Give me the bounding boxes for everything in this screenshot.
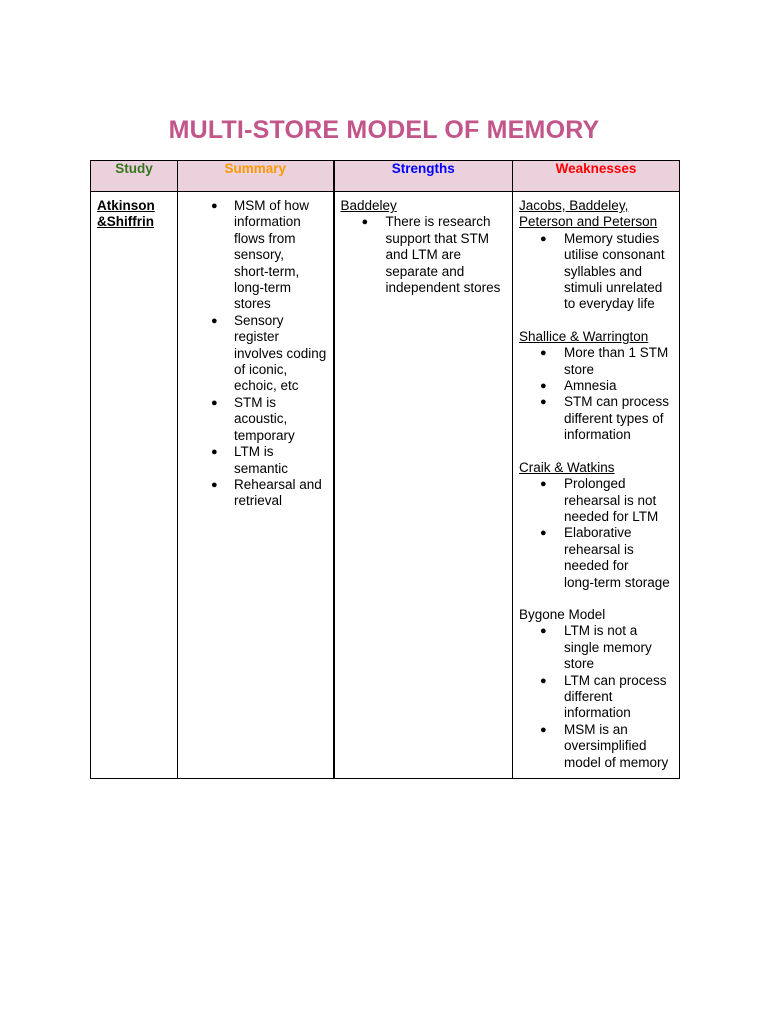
- list-item-text: store: [564, 656, 595, 672]
- bullet-icon: ●: [211, 396, 218, 409]
- list-item-text: independent stores: [385, 280, 501, 296]
- source-section: [341, 198, 508, 296]
- list-item-text: oversimplified: [564, 738, 647, 754]
- source-section: [519, 460, 674, 591]
- list-item: [341, 214, 508, 296]
- list-item-text: involves coding: [234, 345, 327, 361]
- bullet-icon: ●: [540, 347, 547, 360]
- list-item-text: needed for LTM: [564, 508, 659, 524]
- bullet-icon: ●: [211, 314, 218, 327]
- study-name-line: &Shiffrin: [97, 214, 154, 230]
- list-item-text: short-term,: [234, 263, 300, 279]
- source-title: [519, 198, 674, 231]
- memory-table: [90, 160, 680, 779]
- list-item-text: long-term: [234, 280, 292, 296]
- table-row: [91, 192, 680, 779]
- list-item-text: There is research: [385, 214, 491, 230]
- bullet-list: [519, 476, 674, 591]
- list-item-text: More than 1 STM: [564, 345, 669, 361]
- list-item: [519, 525, 674, 591]
- list-item-text: and LTM are: [385, 247, 462, 263]
- list-item: [519, 722, 674, 771]
- source-title-line: Peterson and Peterson: [519, 214, 658, 230]
- list-item-text: MSM is an: [564, 721, 628, 737]
- list-item-text: different types of: [564, 410, 664, 426]
- study-name-line: Atkinson: [97, 198, 155, 213]
- bullet-icon: ●: [540, 380, 547, 393]
- list-item: [184, 395, 328, 444]
- list-item: [184, 444, 328, 477]
- list-item: [184, 313, 328, 395]
- list-item-text: support that STM: [385, 230, 490, 246]
- list-item-text: information: [564, 427, 631, 443]
- source-title: [519, 329, 674, 345]
- header-row: [91, 161, 680, 192]
- list-item-text: sensory,: [234, 247, 285, 263]
- source-title-line: Bygone Model: [519, 606, 606, 622]
- list-item-text: Amnesia: [564, 378, 617, 394]
- list-item-text: to everyday life: [564, 296, 655, 312]
- list-item-text: Elaborative: [564, 525, 632, 541]
- header-weaknesses: Weaknesses: [513, 161, 680, 192]
- list-item-text: Rehearsal and: [234, 476, 322, 492]
- bullet-icon: ●: [361, 216, 369, 229]
- list-item-text: stimuli unrelated: [564, 280, 663, 296]
- bullet-icon: ●: [211, 200, 218, 212]
- list-item-text: rehearsal is: [564, 541, 634, 557]
- bullet-icon: ●: [211, 446, 218, 459]
- page-title: MULTI-STORE MODEL OF MEMORY: [168, 116, 600, 144]
- bullet-icon: ●: [540, 674, 547, 687]
- list-item-text: needed for: [564, 558, 629, 574]
- source-title-line: Baddeley: [340, 198, 397, 213]
- list-item-text: retrieval: [234, 493, 283, 509]
- bullet-list: [519, 623, 674, 771]
- source-section: [519, 329, 674, 444]
- bullet-list: [519, 345, 674, 443]
- list-item-text: information: [234, 214, 301, 230]
- header-strengths: Strengths: [334, 161, 513, 192]
- bullet-icon: ●: [540, 723, 547, 736]
- list-item-text: register: [234, 329, 280, 345]
- strengths-cell: [334, 192, 513, 779]
- weaknesses-cell: [513, 192, 680, 779]
- list-item: [184, 477, 328, 510]
- list-item-text: rehearsal is not: [564, 492, 657, 508]
- list-item-text: information: [564, 705, 631, 721]
- source-title: [519, 607, 674, 623]
- source-section: [519, 607, 674, 771]
- study-name: [97, 198, 172, 231]
- list-item: [184, 198, 328, 313]
- list-item-text: LTM is: [234, 444, 274, 460]
- bullet-icon: ●: [211, 478, 218, 491]
- source-title: [341, 198, 508, 214]
- list-item-text: Memory studies: [564, 230, 660, 246]
- bullet-icon: ●: [540, 527, 547, 540]
- list-item-text: STM can process: [564, 394, 670, 410]
- bullet-icon: ●: [540, 478, 547, 491]
- list-item-text: semantic: [234, 460, 289, 476]
- list-item-text: acoustic,: [234, 411, 288, 427]
- list-item-text: of iconic,: [234, 362, 288, 378]
- list-item: [519, 378, 674, 394]
- list-item-text: separate and: [385, 263, 465, 279]
- list-item: [519, 476, 674, 525]
- bullet-list: [341, 214, 508, 296]
- bullet-list: [519, 231, 674, 313]
- list-item: [519, 673, 674, 722]
- bullet-icon: ●: [540, 625, 547, 638]
- summary-cell: [178, 192, 334, 779]
- list-item-text: flows from: [234, 230, 296, 246]
- list-item-text: Sensory: [234, 312, 284, 328]
- list-item-text: single memory: [564, 639, 652, 655]
- list-item: [519, 394, 674, 443]
- source-title-line: Jacobs, Baddeley,: [519, 198, 629, 213]
- list-item-text: store: [564, 361, 595, 377]
- source-title-line: Shallice & Warrington: [519, 328, 649, 344]
- list-item-text: stores: [234, 296, 271, 312]
- list-item-text: echoic, etc: [234, 378, 299, 394]
- list-item-text: LTM can process: [564, 672, 667, 688]
- list-item: [519, 231, 674, 313]
- bullet-icon: ●: [540, 396, 547, 409]
- list-item-text: utilise consonant: [564, 247, 665, 263]
- list-item: [519, 623, 674, 672]
- bullet-icon: ●: [540, 232, 547, 245]
- source-title-line: Craik & Watkins: [519, 459, 615, 475]
- header-summary: Summary: [178, 161, 334, 192]
- list-item-text: temporary: [234, 427, 295, 443]
- source-title: [519, 460, 674, 476]
- list-item: [519, 345, 674, 378]
- study-cell: [91, 192, 178, 779]
- list-item-text: long-term storage: [564, 574, 670, 590]
- list-item-text: STM is: [234, 394, 276, 410]
- source-section: [519, 198, 674, 313]
- list-item-text: MSM of how: [234, 198, 310, 213]
- list-item-text: different: [564, 688, 613, 704]
- list-item-text: model of memory: [564, 754, 669, 770]
- header-study: Study: [91, 161, 178, 192]
- list-item-text: Prolonged: [564, 476, 626, 492]
- bullet-list: [184, 198, 328, 510]
- list-item-text: LTM is not a: [564, 623, 638, 639]
- list-item-text: syllables and: [564, 263, 643, 279]
